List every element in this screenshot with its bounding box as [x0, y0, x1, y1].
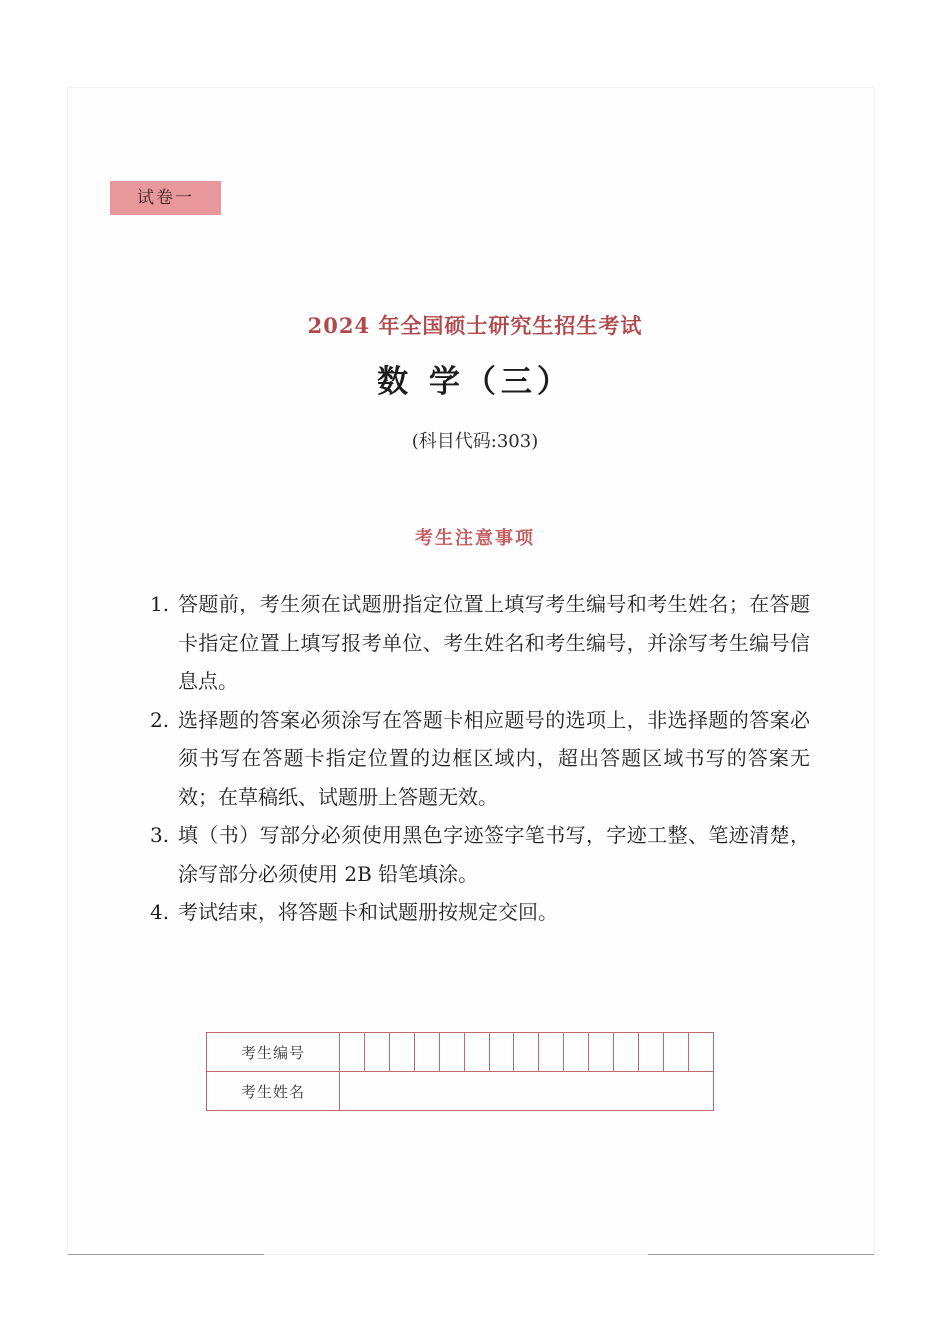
notice-item	[150, 816, 810, 893]
candidate-id-row	[207, 1033, 714, 1072]
candidate-name-label: 考生姓名	[207, 1072, 340, 1111]
notice-text: 选择题的答案必须涂写在答题卡相应题号的选项上，非选择题的答案必须书写在答题卡指定位置的边框区域内，超出答题区域书写的答案无效；在草稿纸、试题册上答题无效。	[178, 707, 810, 809]
candidate-id-digit-box[interactable]	[639, 1033, 664, 1072]
candidate-id-digit-box[interactable]	[564, 1033, 589, 1072]
candidate-id-digit-box[interactable]	[489, 1033, 514, 1072]
notice-item	[150, 701, 810, 817]
candidate-id-digit-box[interactable]	[614, 1033, 639, 1072]
subject-title: 数 学（三）	[377, 364, 573, 400]
candidate-id-digit-box[interactable]	[464, 1033, 489, 1072]
notice-item	[150, 585, 810, 701]
notice-text: 填（书）写部分必须使用黑色字迹签字笔书写，字迹工整、笔迹清楚，涂写部分必须使用 2B 铅笔填涂。	[178, 823, 810, 886]
page-bottom-rule-right	[648, 1254, 874, 1255]
notice-text: 答题前，考生须在试题册指定位置上填写考生编号和考生姓名；在答题卡指定位置上填写报考单位、考生姓名和考生编号，并涂写考生编号信息点。	[178, 592, 810, 693]
candidate-id-digit-box[interactable]	[663, 1033, 688, 1072]
notice-list	[150, 585, 810, 932]
candidate-name-field[interactable]	[340, 1072, 714, 1111]
candidate-id-digit-box[interactable]	[688, 1033, 713, 1072]
notice-number: 3.	[150, 823, 170, 847]
candidate-id-digit-box[interactable]	[514, 1033, 539, 1072]
paper-badge: 试卷一	[110, 181, 221, 215]
candidate-name-row	[207, 1072, 714, 1111]
candidate-id-digit-box[interactable]	[340, 1033, 365, 1072]
candidate-id-digit-box[interactable]	[389, 1033, 414, 1072]
notice-number: 2.	[150, 707, 170, 732]
candidate-id-digit-box[interactable]	[589, 1033, 614, 1072]
exam-title: 2024 年全国硕士研究生招生考试	[307, 313, 643, 338]
notice-heading: 考生注意事项	[415, 528, 535, 549]
notice-number: 1.	[150, 592, 170, 616]
subject-code: (科目代码:303)	[411, 431, 539, 452]
notice-text: 考试结束，将答题卡和试题册按规定交回。	[178, 900, 558, 924]
page-bottom-rule-left	[68, 1254, 264, 1255]
candidate-id-digit-box[interactable]	[364, 1033, 389, 1072]
notice-number: 4.	[150, 900, 170, 924]
candidate-id-label: 考生编号	[207, 1033, 340, 1072]
candidate-info-table	[206, 1032, 714, 1111]
candidate-id-digit-box[interactable]	[439, 1033, 464, 1072]
candidate-id-digit-box[interactable]	[414, 1033, 439, 1072]
candidate-id-digit-box[interactable]	[539, 1033, 564, 1072]
notice-item	[150, 893, 810, 932]
